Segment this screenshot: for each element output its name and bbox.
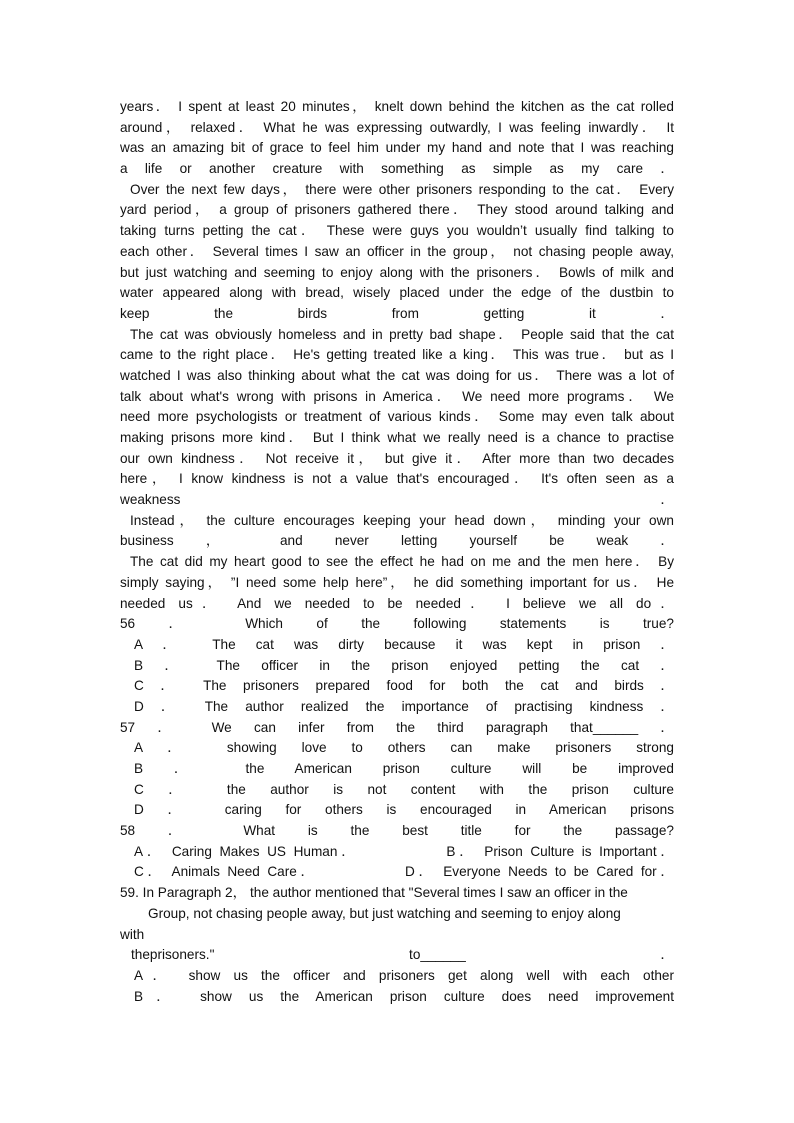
text-line: here， I know kindness is not a value that's encouraged． It's often seen as a <box>120 471 674 487</box>
text-line: B ． the American prison culture will be improved <box>134 761 674 776</box>
text-line: 58 ． What is the best title for the passage? <box>120 823 674 839</box>
text-line: C ． the author is not content with the prison culture <box>134 781 674 797</box>
text-line: weakness ． <box>120 492 674 508</box>
text-line: A ． The cat was dirty because it was kept in prison ． <box>134 636 674 652</box>
text-line: needed us． And we needed to be needed． I believe we all do． <box>120 595 674 611</box>
text-line: 57 ． We can infer from the third paragraph that______ ． <box>120 719 674 735</box>
text-line: 56 ． Which of the following statements is true? <box>120 616 674 632</box>
text-line: a life or another creature with something as simple as my care ． <box>120 161 674 177</box>
text-line: watched I was also thinking about what the cat was doing for us． There was a lot of <box>120 367 674 383</box>
text-line: D ． caring for others is encouraged in American prisons <box>134 802 674 818</box>
text-line: was an amazing bit of grace to feel him under my hand and note that I was reaching <box>120 140 674 156</box>
text-line: taking turns petting the cat． These were guys you wouldn’t usually find talking to <box>120 223 674 239</box>
text-line: water appeared along with bread, wisely placed under the edge of the dustbin to <box>120 285 674 301</box>
text-line: The cat was obviously homeless and in pretty bad shape． People said that the cat <box>130 326 674 342</box>
text-line: C． Animals Need Care． D． Everyone Needs to be Cared for． <box>134 864 674 880</box>
text-line: years． I spent at least 20 minutes， knelt down behind the kitchen as the cat rolled <box>120 99 674 114</box>
text-line: need more psychologists or treatment of various kinds． Some may even talk about <box>120 409 674 425</box>
text-line: B ． The officer in the prison enjoyed petting the cat ． <box>134 657 674 673</box>
text-line: 59. In Paragraph 2， the author mentioned that "Several times I saw an officer in the <box>120 885 628 901</box>
document-text-body <box>120 97 674 1007</box>
text-line: A ． showing love to others can make prisoners strong <box>134 740 674 756</box>
text-line: business ， and never letting yourself be weak ． <box>120 533 674 549</box>
text-line: A． show us the officer and prisoners get along well with each other <box>134 967 674 983</box>
text-line: Instead， the culture encourages keeping your head down， minding your own <box>130 512 674 528</box>
text-line: each other． Several times I saw an officer in the group， not chasing people away, <box>120 243 674 259</box>
text-line: keep the birds from getting it ． <box>120 305 674 321</box>
text-line: but just watching and seeming to enjoy along with the prisoners． Bowls of milk and <box>120 264 674 280</box>
text-line: making prisons more kind． But I think what we really need is a chance to practise <box>120 430 674 445</box>
text-line: simply saying， ”I need some help here”， he did something important for us． He <box>120 574 674 590</box>
text-line: theprisoners." to______ ． <box>131 947 674 963</box>
text-line: came to the right place． He's getting treated like a king． This was true． but as I <box>120 347 674 363</box>
text-line: talk about what's wrong with prisons in America． We need more programs． We <box>120 388 674 404</box>
text-line: C ． The prisoners prepared food for both the cat and birds ． <box>134 678 674 694</box>
text-line: D ． The author realized the importance of practising kindness ． <box>134 698 674 714</box>
text-line: Group, not chasing people away, but just watching and seeming to enjoy along <box>148 905 621 921</box>
text-line: The cat did my heart good to see the effect he had on me and the men here． By <box>130 554 674 570</box>
text-line: B． show us the American prison culture does need improvement <box>134 988 674 1004</box>
text-line: yard period， a group of prisoners gathered there． They stood around talking and <box>120 202 674 218</box>
text-line: A． Caring Makes US Human． B． Prison Culture is Important． <box>134 843 674 859</box>
text-line: with <box>120 926 145 942</box>
text-line: Over the next few days， there were other prisoners responding to the cat． Every <box>130 181 674 197</box>
text-line: around， relaxed． What he was expressing outwardly, I was feeling inwardly． It <box>120 119 674 135</box>
text-line: our own kindness． Not receive it， but give it． After more than two decades <box>120 450 674 466</box>
